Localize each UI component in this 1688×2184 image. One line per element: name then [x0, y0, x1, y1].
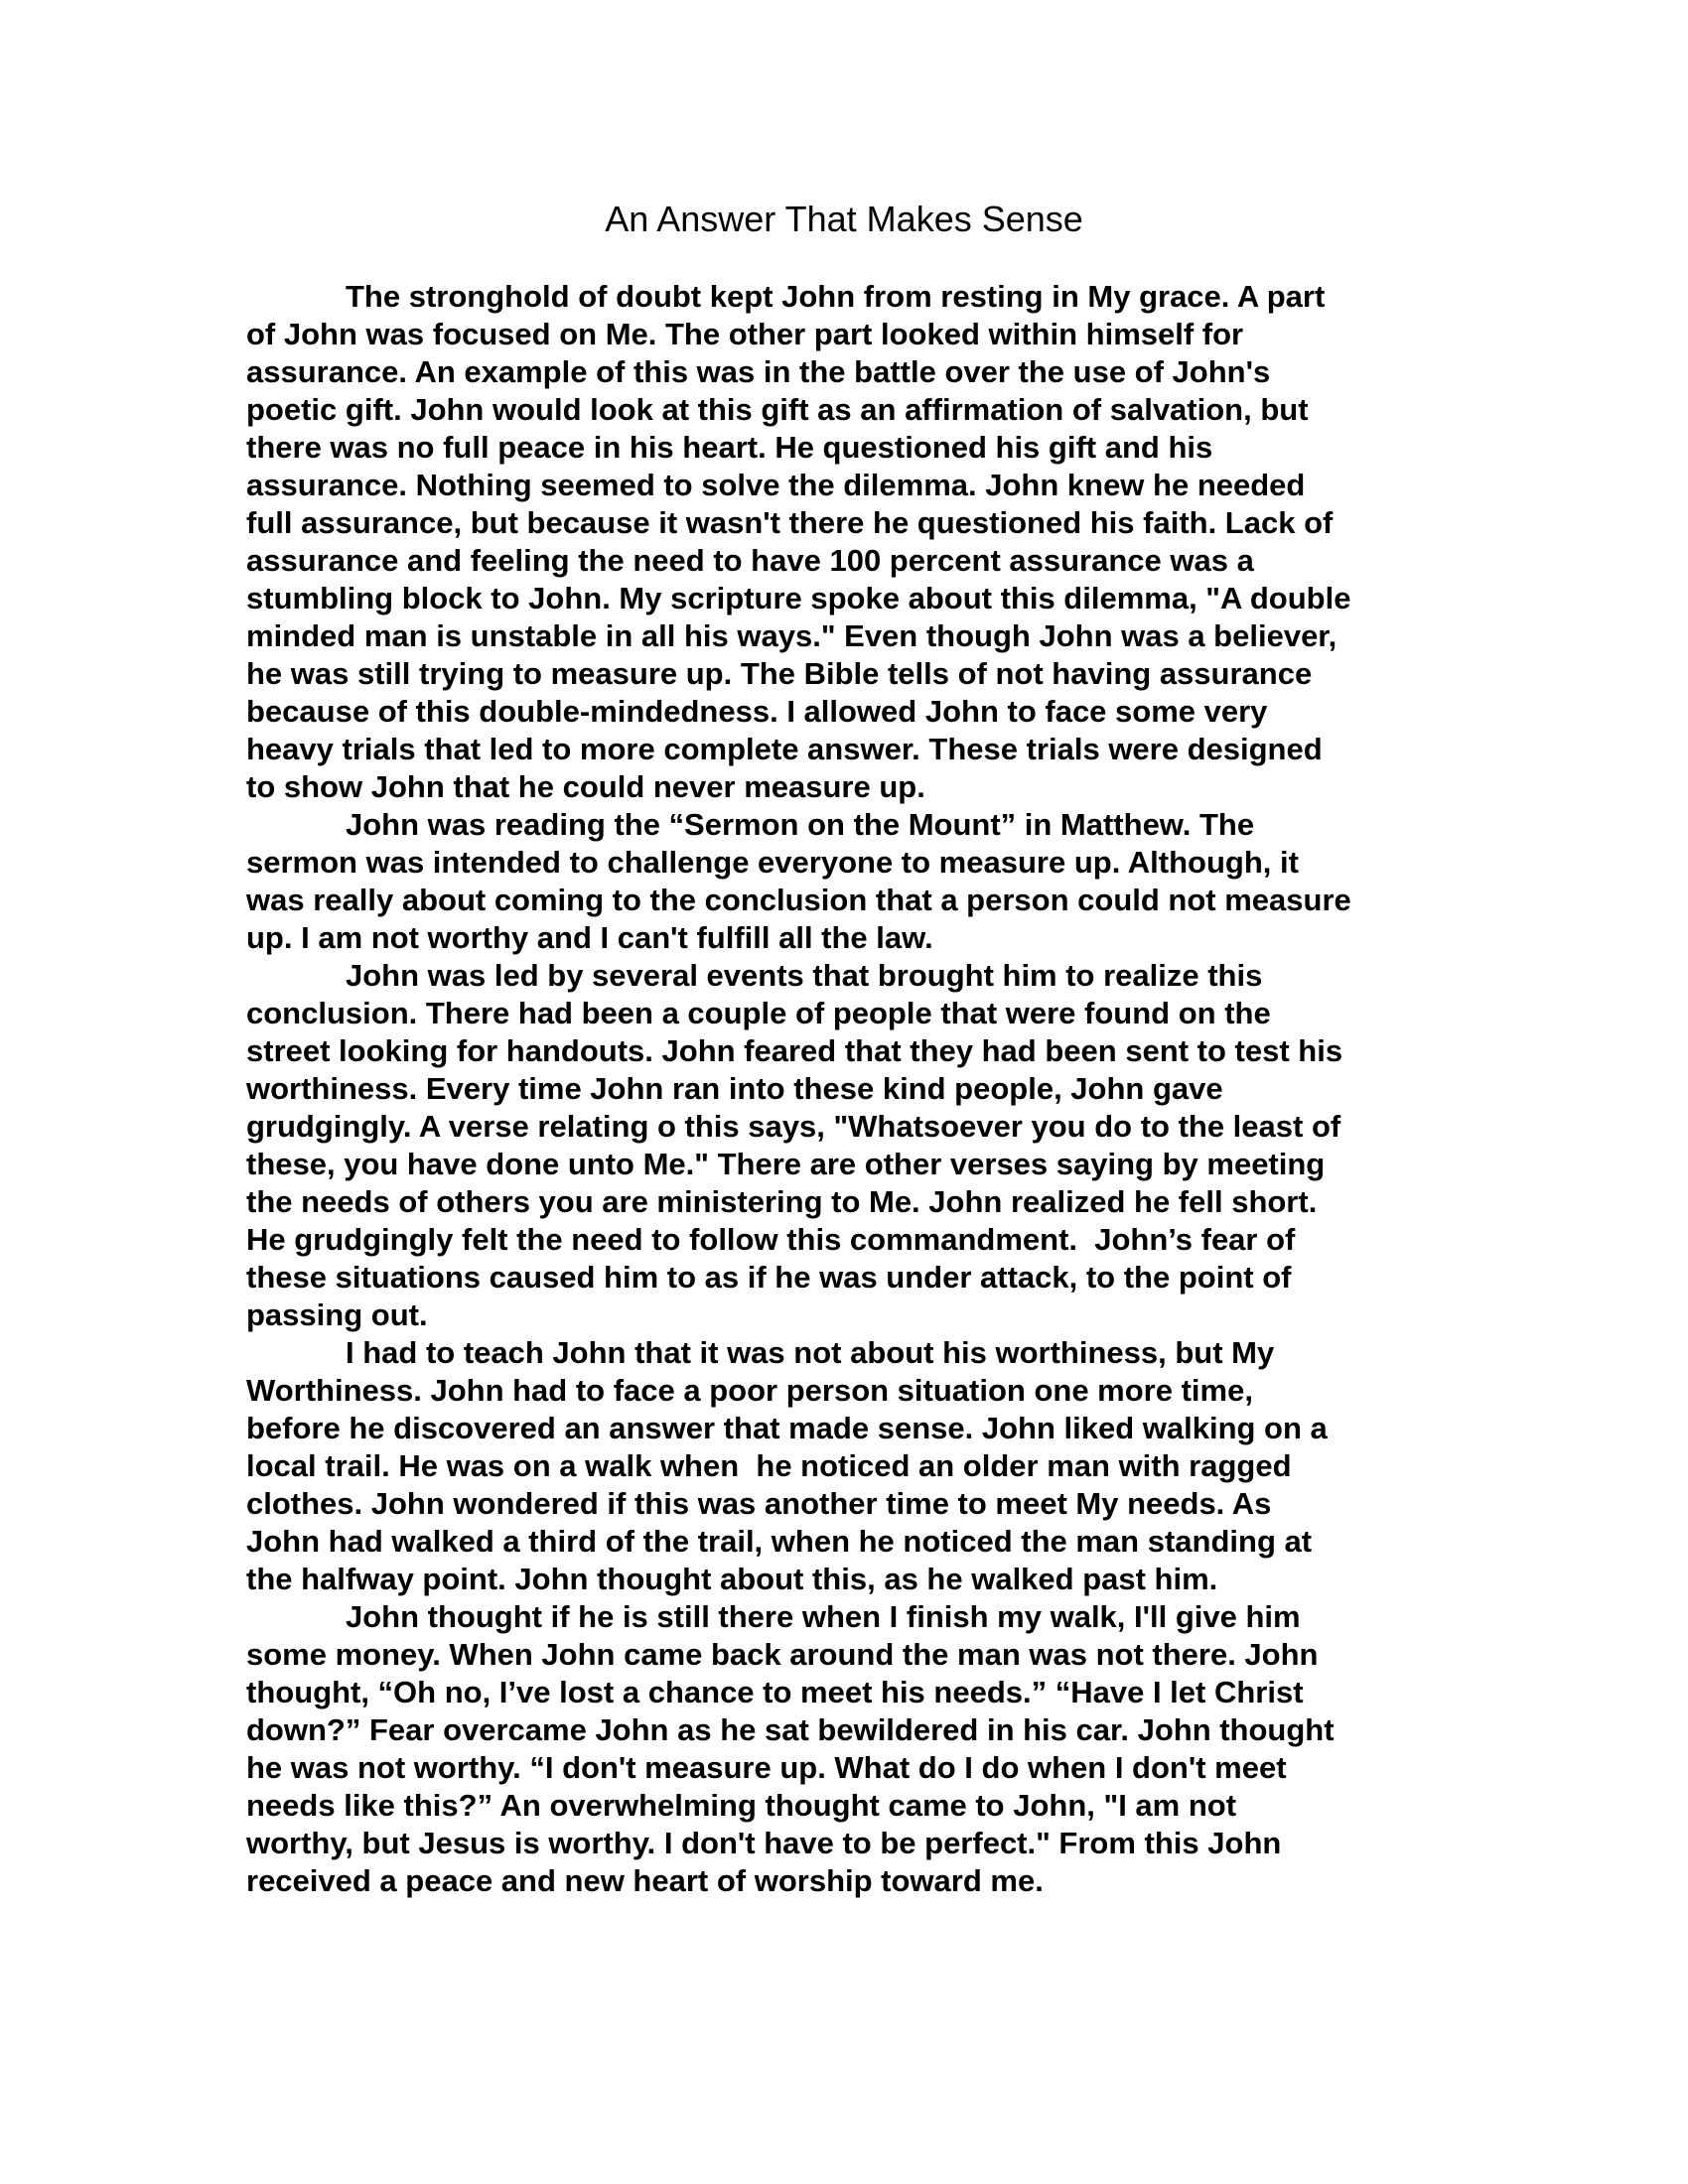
text-line: John was led by several events that brought him to realize this [346, 958, 1263, 993]
text-line: up. I am not worthy and I can't fulfill all the law. [246, 920, 933, 955]
document-title: An Answer That Makes Sense [605, 199, 1083, 239]
text-line: there was no full peace in his heart. He questioned his gift and his [246, 430, 1213, 465]
text-line: received a peace and new heart of worship toward me. [246, 1863, 1044, 1898]
text-line: He grudgingly felt the need to follow this commandment. John’s fear of [246, 1222, 1296, 1257]
text-line: poetic gift. John would look at this gift as an affirmation of salvation, but [246, 392, 1309, 427]
text-line: heavy trials that led to more complete answer. These trials were designed [246, 732, 1323, 766]
paragraph [246, 278, 1440, 806]
text-line: he was still trying to measure up. The Bible tells of not having assurance [246, 656, 1313, 691]
paragraph [246, 806, 1440, 957]
text-line: full assurance, but because it wasn't there he questioned his faith. Lack of [246, 505, 1334, 540]
document-body [246, 278, 1440, 1900]
text-line: to show John that he could never measure up. [246, 769, 925, 804]
text-line: John thought if he is still there when I finish my walk, I'll give him [346, 1599, 1301, 1634]
paragraph [246, 957, 1440, 1334]
text-line: John was reading the “Sermon on the Mount” in Matthew. The [346, 807, 1255, 842]
text-line: local trail. He was on a walk when he noticed an older man with ragged [246, 1448, 1292, 1483]
text-line: the halfway point. John thought about this, as he walked past him. [246, 1562, 1218, 1596]
text-line: thought, “Oh no, I’ve lost a chance to meet his needs.” “Have I let Christ [246, 1675, 1304, 1709]
text-line: was really about coming to the conclusion that a person could not measure [246, 883, 1351, 917]
text-line: John had walked a third of the trail, when he noticed the man standing at [246, 1524, 1313, 1559]
text-line: grudgingly. A verse relating o this says, "Whatsoever you do to the least of [246, 1109, 1341, 1144]
text-line: of John was focused on Me. The other part looked within himself for [246, 317, 1244, 351]
text-line: street looking for handouts. John feared that they had been sent to test his [246, 1033, 1343, 1068]
text-line: these situations caused him to as if he was under attack, to the point of [246, 1260, 1292, 1295]
text-line: The stronghold of doubt kept John from resting in My grace. A part [346, 279, 1326, 314]
text-line: stumbling block to John. My scripture spoke about this dilemma, "A double [246, 581, 1351, 615]
text-line: these, you have done unto Me." There are other verses saying by meeting [246, 1147, 1326, 1181]
paragraph [246, 1598, 1440, 1900]
text-line: Worthiness. John had to face a poor person situation one more time, [246, 1373, 1253, 1408]
text-line: conclusion. There had been a couple of people that were found on the [246, 996, 1271, 1030]
text-line: I had to teach John that it was not about his worthiness, but My [346, 1335, 1275, 1370]
text-line: clothes. John wondered if this was another time to meet My needs. As [246, 1486, 1272, 1521]
text-line: worthiness. Every time John ran into these kind people, John gave [246, 1071, 1223, 1106]
text-line: assurance. Nothing seemed to solve the dilemma. John knew he needed [246, 468, 1306, 502]
text-line: sermon was intended to challenge everyone to measure up. Although, it [246, 845, 1299, 880]
text-line: minded man is unstable in all his ways." Even though John was a believer, [246, 618, 1337, 653]
text-line: needs like this?” An overwhelming thought came to John, "I am not [246, 1788, 1237, 1823]
paragraph [246, 1334, 1440, 1598]
text-line: assurance and feeling the need to have 100 percent assurance was a [246, 543, 1254, 578]
text-line: some money. When John came back around the man was not there. John [246, 1637, 1319, 1672]
text-line: passing out. [246, 1297, 428, 1332]
text-line: he was not worthy. “I don't measure up. What do I do when I don't meet [246, 1750, 1287, 1785]
text-line: the needs of others you are ministering to Me. John realized he fell short. [246, 1184, 1318, 1219]
text-line: down?” Fear overcame John as he sat bewildered in his car. John thought [246, 1712, 1335, 1747]
text-line: because of this double-mindedness. I allowed John to face some very [246, 694, 1268, 729]
text-line: assurance. An example of this was in the battle over the use of John's [246, 354, 1271, 389]
text-line: worthy, but Jesus is worthy. I don't have to be perfect." From this John [246, 1826, 1282, 1860]
text-line: before he discovered an answer that made sense. John liked walking on a [246, 1411, 1328, 1445]
